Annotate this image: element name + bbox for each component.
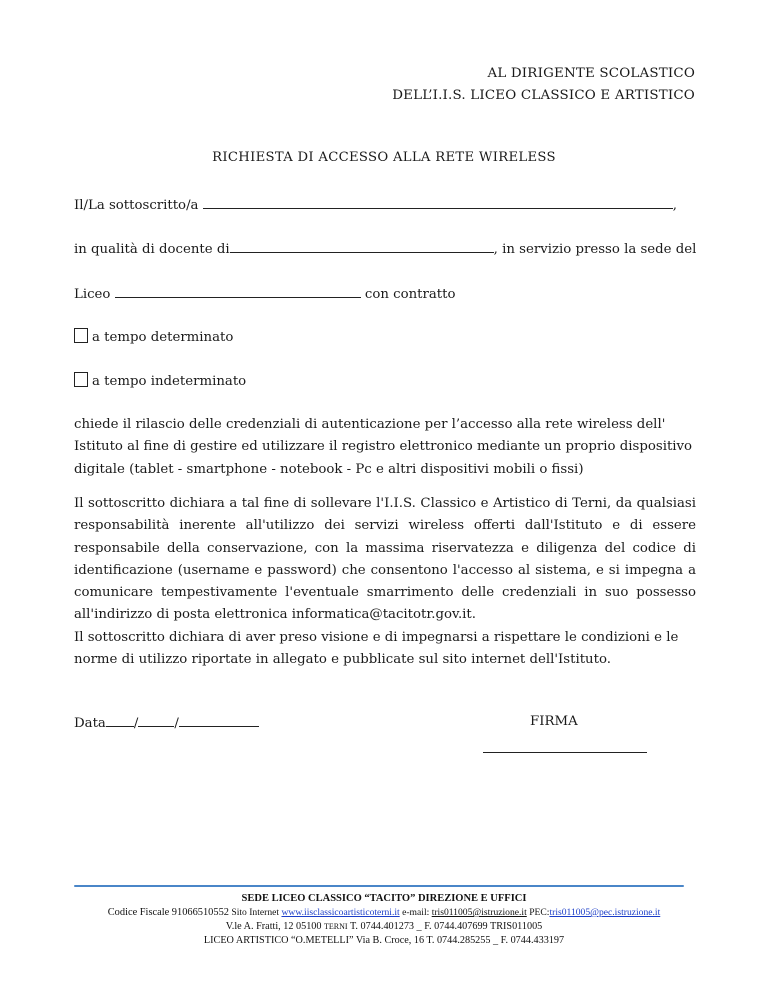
footer-artistic-school: LICEO ARTISTICO “O.METELLI” Via B. Croce, 16 T. 0744.285255 _ F. 0744.433197 — [203, 935, 565, 946]
teacher-label: in qualità di docente di — [74, 242, 230, 257]
option-determinato-row — [74, 328, 233, 345]
teacher-subject-field[interactable] — [230, 240, 494, 253]
date-day-field[interactable] — [106, 714, 134, 727]
footer-site-link[interactable]: www.iisclassicoartisticoterni.it — [281, 907, 400, 918]
option-determinato-label: a tempo determinato — [92, 330, 234, 345]
footer-email-label: e-mail: — [402, 907, 430, 918]
footer-email-link[interactable]: tris011005@istruzione.it — [431, 907, 527, 918]
footer-school-heading: SEDE LICEO CLASSICO “TACITO” DIREZIONE E UFFICI — [241, 893, 527, 904]
teacher-suffix: , in servizio presso la sede del — [493, 242, 697, 257]
firma-label: FIRMA — [530, 714, 578, 729]
footer-pec-link[interactable]: tris011005@pec.istruzione.it — [549, 907, 661, 918]
option-indeterminato-label: a tempo indeterminato — [92, 374, 247, 389]
undersigned-row — [74, 196, 677, 213]
footer-address — [0, 921, 768, 932]
contract-label: con contratto — [364, 287, 456, 302]
date-separator: / — [174, 716, 179, 731]
liceo-name-field[interactable] — [115, 285, 361, 298]
liceo-row — [74, 285, 455, 302]
footer-pec-label: PEC: — [529, 907, 550, 918]
signature-field[interactable] — [483, 752, 647, 753]
recipient-line-2: DELL’I.I.S. LICEO CLASSICO E ARTISTICO — [392, 88, 695, 103]
date-month-field[interactable] — [138, 714, 174, 727]
determinato-checkbox[interactable] — [74, 328, 88, 343]
undersigned-name-field[interactable] — [203, 196, 673, 209]
footer-street: V.le A. Fratti, 12 05100 — [225, 921, 322, 932]
date-label: Data — [74, 716, 106, 731]
date-separator: / — [133, 716, 139, 731]
footer-site-label: Sito Internet — [231, 907, 280, 918]
teacher-row — [74, 240, 696, 257]
option-indeterminato-row — [74, 372, 246, 389]
indeterminato-checkbox[interactable] — [74, 372, 88, 387]
date-year-field[interactable] — [179, 714, 259, 727]
document-title: RICHIESTA DI ACCESSO ALLA RETE WIRELESS — [212, 150, 556, 165]
footer-city: TERNI — [324, 922, 348, 931]
footer-fiscal-code: Codice Fiscale 91066510552 — [107, 907, 229, 918]
declaration-paragraph: Il sottoscritto dichiara a tal fine di sollevare l'I.I.S. Classico e Artistico di Terni, da qualsiasi responsabilità inerente all'utilizzo dei servizi wireless offerti dall'Istituto e di essere responsabile della conservazione, con la massima riservatezza e diligenza del codice di identificazione (username e password) che consentono l'accesso al sistema, e si impegna a comunicare tempestivamente l'eventuale smarrimento delle credenziali in suo possesso all'indirizzo di posta elettronica informatica@tacitotr.gov.it. — [74, 496, 696, 623]
liceo-label: Liceo — [74, 287, 111, 302]
footer-contacts — [0, 907, 768, 918]
recipient-line-1: AL DIRIGENTE SCOLASTICO — [487, 66, 695, 81]
request-paragraph: chiede il rilascio delle credenziali di autenticazione per l’accesso alla rete wireless dell' Istituto al fine di gestire ed utilizzare il registro elettronico mediante un proprio dispositivo digitale (tablet - smartphone - notebook - Pc e altri dispositivi mobili o fissi) — [74, 417, 693, 477]
undersigned-label: Il/La sottoscritto/a — [74, 198, 199, 213]
acceptance-paragraph: Il sottoscritto dichiara di aver preso visione e di impegnarsi a rispettare le condizioni e le norme di utilizzo riportate in allegato e pubblicate sul sito internet dell'Istituto. — [74, 630, 679, 668]
footer-phone: T. 0744.401273 _ F. 0744.407699 TRIS011005 — [349, 921, 543, 932]
date-row — [74, 714, 259, 731]
footer-divider — [74, 885, 684, 887]
undersigned-end: , — [672, 198, 677, 213]
